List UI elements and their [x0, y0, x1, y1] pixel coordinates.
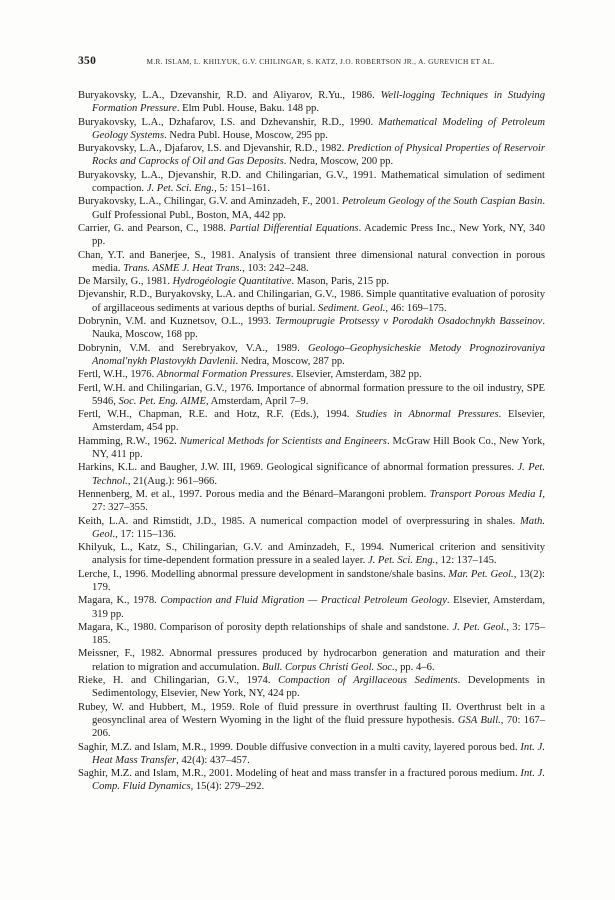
reference-text-segment: Rubey, W. and Hubbert, M., 1959. Role of fluid pressure in overthrust faulting II. Overthrust belt in a geosynclinal area of Western Wyoming in the light of the fluid pressure hypothesis.	[78, 701, 545, 726]
references-list	[78, 89, 545, 794]
reference-entry	[78, 701, 545, 741]
reference-text-segment: . McGraw Hill Book Co., New York, NY, 411 pp.	[92, 435, 545, 461]
reference-text-segment: Hamming, R.W., 1962.	[78, 435, 180, 447]
reference-entry	[78, 408, 545, 435]
running-title: M.R. ISLAM, L. KHILYUK, G.V. CHILINGAR, S. KATZ, J.O. ROBERTSON JR., A. GUREVICH ET AL.	[146, 57, 495, 66]
page-number: 350	[78, 55, 97, 67]
reference-entry	[78, 368, 545, 381]
reference-title-segment: Numerical Methods for Scientists and Engineers	[179, 435, 387, 447]
reference-entry	[78, 249, 545, 276]
reference-entry	[78, 461, 545, 488]
reference-text-segment: Khilyuk, L., Katz, S., Chilingarian, G.V. and Aminzadeh, F., 1994. Numerical criterion and sensitivity analysis for time-dependent formation pressure in a sealed layer.	[78, 542, 545, 567]
reference-entry	[78, 116, 545, 143]
reference-text-segment: . Elsevier, Amsterdam, 454 pp.	[92, 409, 545, 434]
reference-title-segment: Petroleum Geology of the South Caspian Basin	[341, 196, 543, 208]
reference-title-segment: Prediction of Physical Properties of Reservoir Rocks and Caprocks of Oil and Gas Deposits	[92, 143, 545, 168]
reference-text-segment: . Elsevier, Amsterdam, 319 pp.	[92, 595, 546, 620]
reference-text-segment: Keith, L.A. and Rimstidt, J.D., 1985. A numerical compaction model of overpressuring in shales.	[78, 515, 520, 527]
reference-text-segment: , 70: 167–206.	[92, 714, 545, 740]
reference-text-segment: , 42(4): 437–457.	[176, 754, 250, 766]
reference-text-segment: Saghir, M.Z. and Islam, M.R., 1999. Double diffusive convection in a multi cavity, layered porous bed.	[78, 741, 521, 753]
reference-title-segment: Well-logging Techniques in Studying Formation Pressure	[92, 90, 545, 115]
reference-text-segment: Lerche, I., 1996. Modelling abnormal pressure development in sandstone/shale basins.	[78, 568, 449, 580]
reference-text-segment: Dobrynin, V.M. and Serebryakov, V.A., 1989.	[78, 342, 308, 354]
reference-entry	[78, 382, 545, 409]
reference-title-segment: Abnormal Formation Pressures	[156, 369, 291, 381]
reference-entry	[78, 315, 545, 342]
reference-text-segment: Carrier, G. and Pearson, C., 1988.	[78, 222, 230, 234]
reference-text-segment: . Gulf Professional Publ., Boston, MA, 442 pp.	[92, 196, 545, 221]
reference-text-segment: Saghir, M.Z. and Islam, M.R., 2001. Modeling of heat and mass transfer in a fractured porous medium.	[78, 768, 521, 780]
reference-title-segment: Compaction of Argillaceous Sediments	[278, 675, 458, 687]
reference-text-segment: , 3: 175–185.	[92, 621, 546, 647]
reference-title-segment: J. Pet. Technol.	[92, 462, 545, 487]
reference-text-segment: . Nedra Publ. House, Moscow, 295 pp.	[164, 129, 328, 141]
reference-text-segment: Djevanshir, R.D., Buryakovsky, L.A. and Chilingarian, G.V., 1986. Simple quantitative evaluation of porosity of argillaceous sediments at various depths of burial.	[78, 289, 545, 314]
reference-title-segment: GSA Bull.	[457, 714, 501, 726]
reference-text-segment: , 46: 169–175.	[385, 302, 447, 314]
reference-text-segment: , 15(4): 279–292.	[190, 781, 265, 793]
reference-entry	[78, 674, 545, 701]
reference-title-segment: Termouprugie Protsessy v Porodakh Osadochnykh Basseinov	[275, 316, 543, 328]
reference-title-segment: Geologo–Geophysicheskie Metody Prognozirovaniya Anomal'nykh Plastovykh Davlenii	[92, 342, 545, 367]
reference-entry	[78, 435, 545, 462]
reference-text-segment: Meissner, F., 1982. Abnormal pressures produced by hydrocarbon generation and maturation and their relation to migration and accumulation.	[78, 648, 545, 673]
reference-entry	[78, 488, 545, 515]
reference-entry	[78, 541, 545, 568]
reference-entry	[78, 275, 545, 288]
reference-title-segment: Mar. Pet. Geol.	[448, 568, 514, 580]
reference-title-segment: Partial Differential Equations	[229, 222, 359, 234]
reference-entry	[78, 568, 545, 595]
reference-text-segment: . Nedra, Moscow, 287 pp.	[235, 355, 345, 367]
reference-text-segment: . Elsevier, Amsterdam, 382 pp.	[290, 369, 422, 381]
reference-text-segment: Fertl, W.H., Chapman, R.E. and Hotz, R.F. (Eds.), 1994.	[78, 409, 357, 421]
reference-text-segment: , 103: 242–248.	[242, 262, 309, 274]
reference-text-segment: , 5: 151–161.	[214, 183, 271, 195]
reference-entry	[78, 515, 545, 542]
reference-text-segment: Buryakovsky, L.A., Djevanshir, R.D. and Chilingarian, G.V., 1991. Mathematical simulation of sediment compaction.	[78, 169, 545, 195]
running-header	[78, 55, 545, 67]
reference-entry	[78, 342, 545, 369]
reference-text-segment: , 27: 327–355.	[92, 488, 545, 514]
reference-title-segment: J. Pet. Geol.	[452, 621, 507, 633]
reference-text-segment: Chan, Y.T. and Banerjee, S., 1981. Analysis of transient three dimensional natural convection in porous media.	[78, 249, 545, 274]
reference-title-segment: Int. J. Comp. Fluid Dynamics	[92, 768, 545, 793]
reference-title-segment: Hydrogéologie Quantitative	[172, 276, 292, 288]
reference-text-segment: . Nauka, Moscow, 168 pp.	[92, 316, 546, 341]
reference-text-segment: Rieke, H. and Chilingarian, G.V., 1974.	[78, 675, 279, 687]
reference-text-segment: Hennenberg, M. et al., 1997. Porous media and the Bénard–Marangoni problem.	[78, 488, 430, 500]
reference-text-segment: . Nedra, Moscow, 200 pp.	[283, 156, 394, 168]
reference-text-segment: . Academic Press Inc., New York, NY, 340 pp.	[92, 222, 545, 248]
reference-title-segment: Trans. ASME J. Heat Trans.	[123, 262, 243, 274]
reference-text-segment: . Mason, Paris, 215 pp.	[291, 276, 390, 288]
reference-entry	[78, 142, 545, 169]
reference-text-segment: Buryakovsky, L.A., Djafarov, I.S. and Djevanshir, R.D., 1982.	[78, 143, 348, 155]
reference-entry	[78, 621, 545, 648]
reference-entry	[78, 767, 545, 794]
reference-entry	[78, 594, 545, 621]
reference-text-segment: Magara, K., 1978.	[78, 595, 161, 607]
reference-entry	[78, 741, 545, 768]
reference-title-segment: Sediment. Geol.	[318, 302, 386, 314]
reference-text-segment: , 21(Aug.): 961–966.	[127, 475, 217, 487]
reference-text-segment: . Developments in Sedimentology, Elsevier, New York, NY, 424 pp.	[92, 675, 546, 700]
reference-entry	[78, 169, 545, 196]
reference-title-segment: Bull. Corpus Christi Geol. Soc.	[262, 661, 395, 673]
reference-text-segment: Dobrynin, V.M. and Kuznetsov, O.L., 1993.	[78, 316, 276, 328]
reference-text-segment: , 12: 137–145.	[435, 555, 497, 567]
reference-text-segment: , 13(2): 179.	[92, 568, 545, 593]
reference-title-segment: J. Pet. Sci. Eng.	[367, 555, 436, 567]
reference-entry	[78, 647, 545, 674]
reference-entry	[78, 222, 545, 249]
reference-entry	[78, 195, 545, 222]
reference-text-segment: De Marsily, G., 1981.	[78, 276, 173, 288]
reference-text-segment: Buryakovsky, L.A., Dzhafarov, I.S. and Dzhevanshir, R.D., 1990.	[78, 116, 379, 128]
reference-title-segment: Compaction and Fluid Migration — Practical Petroleum Geology	[160, 595, 447, 607]
reference-text-segment: . Elm Publ. House, Baku. 148 pp.	[176, 103, 319, 115]
reference-entry	[78, 288, 545, 315]
reference-title-segment: Soc. Pet. Eng. AIME	[118, 395, 206, 407]
reference-title-segment: Transport Porous Media I	[429, 488, 543, 500]
reference-text-segment: Fertl, W.H., 1976.	[78, 369, 157, 381]
reference-title-segment: Studies in Abnormal Pressures	[356, 409, 499, 421]
reference-text-segment: , 17: 115–136.	[115, 528, 177, 540]
reference-title-segment: Math. Geol.	[92, 515, 545, 540]
reference-text-segment: , Amsterdam, April 7–9.	[205, 395, 309, 407]
reference-text-segment: Buryakovsky, L.A., Dzevanshir, R.D. and Aliyarov, R.Yu., 1986.	[78, 90, 381, 101]
reference-text-segment: Buryakovsky, L.A., Chilingar, G.V. and Aminzadeh, F., 2001.	[78, 196, 342, 208]
reference-text-segment: Fertl, W.H. and Chilingarian, G.V., 1976. Importance of abnormal formation pressure to the oil industry, SPE 5946,	[78, 382, 545, 407]
reference-text-segment: , pp. 4–6.	[394, 661, 435, 673]
reference-text-segment: Magara, K., 1980. Comparison of porosity depth relationships of shale and sandstone.	[78, 621, 453, 633]
reference-title-segment: Mathematical Modeling of Petroleum Geology Systems	[92, 116, 545, 141]
reference-entry	[78, 89, 545, 116]
reference-title-segment: Int. J. Heat Mass Transfer	[92, 741, 545, 766]
reference-text-segment: Harkins, K.L. and Baugher, J.W. III, 1969. Geological significance of abnormal formation pressures.	[78, 462, 518, 474]
reference-title-segment: J. Pet. Sci. Eng.	[146, 183, 215, 195]
